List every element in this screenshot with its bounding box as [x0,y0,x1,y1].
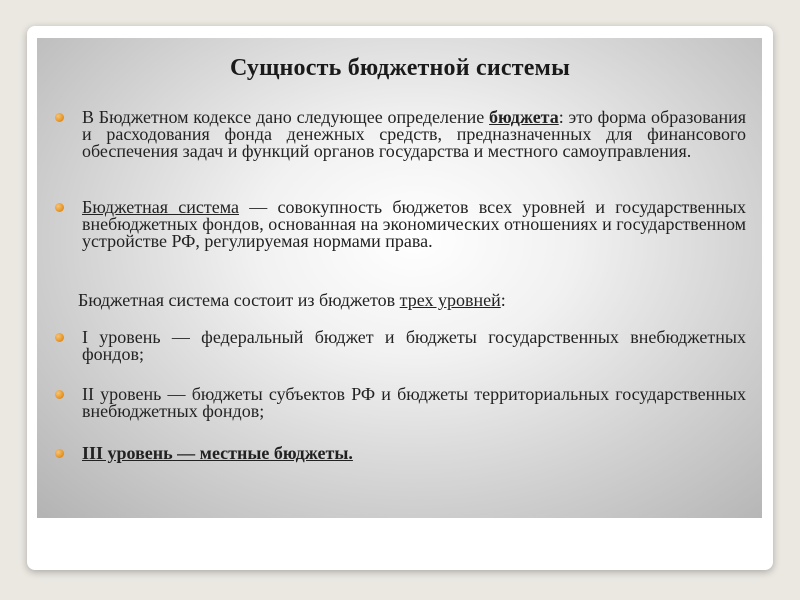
level-2: II уровень — бюджеты субъектов РФ и бюджеты территориальных государственных внебюджетных фондов; [82,384,746,421]
definition-budget-system-text: — совокупность бюджетов всех уровней и государственных внебюджетных фондов, основанная на экономических отношениях и государственном устройстве РФ, регулируемая нормами права. [82,197,746,251]
bullet-marker [55,113,64,122]
definition-budget [82,109,746,160]
slide-title: Сущность бюджетной системы [229,55,571,81]
definition-budget-prefix: В Бюджетном кодексе дано следующее определение [82,107,490,127]
bullet-marker [55,333,64,342]
definition-budget-system [82,199,746,250]
bullet-marker [55,203,64,212]
levels-intro [78,290,506,311]
level-3: III уровень — местные бюджеты. [82,443,353,463]
levels-intro-prefix: Бюджетная система состоит из бюджетов [78,290,400,310]
term-budget-system: Бюджетная система [82,197,239,217]
term-budget: бюджета [489,107,559,127]
levels-intro-suffix: : [500,290,506,310]
definition-budget-text: : это форма образования и расходования фонда денежных средств, предназначенных для финансового обеспечения задач и функций органов государства и местного самоуправления. [82,107,747,161]
level-1: I уровень — федеральный бюджет и бюджеты государственных внебюджетных фондов; [82,327,746,364]
term-three-levels: трех уровней [399,290,501,310]
bullet-marker [55,449,64,458]
bullet-marker [55,390,64,399]
